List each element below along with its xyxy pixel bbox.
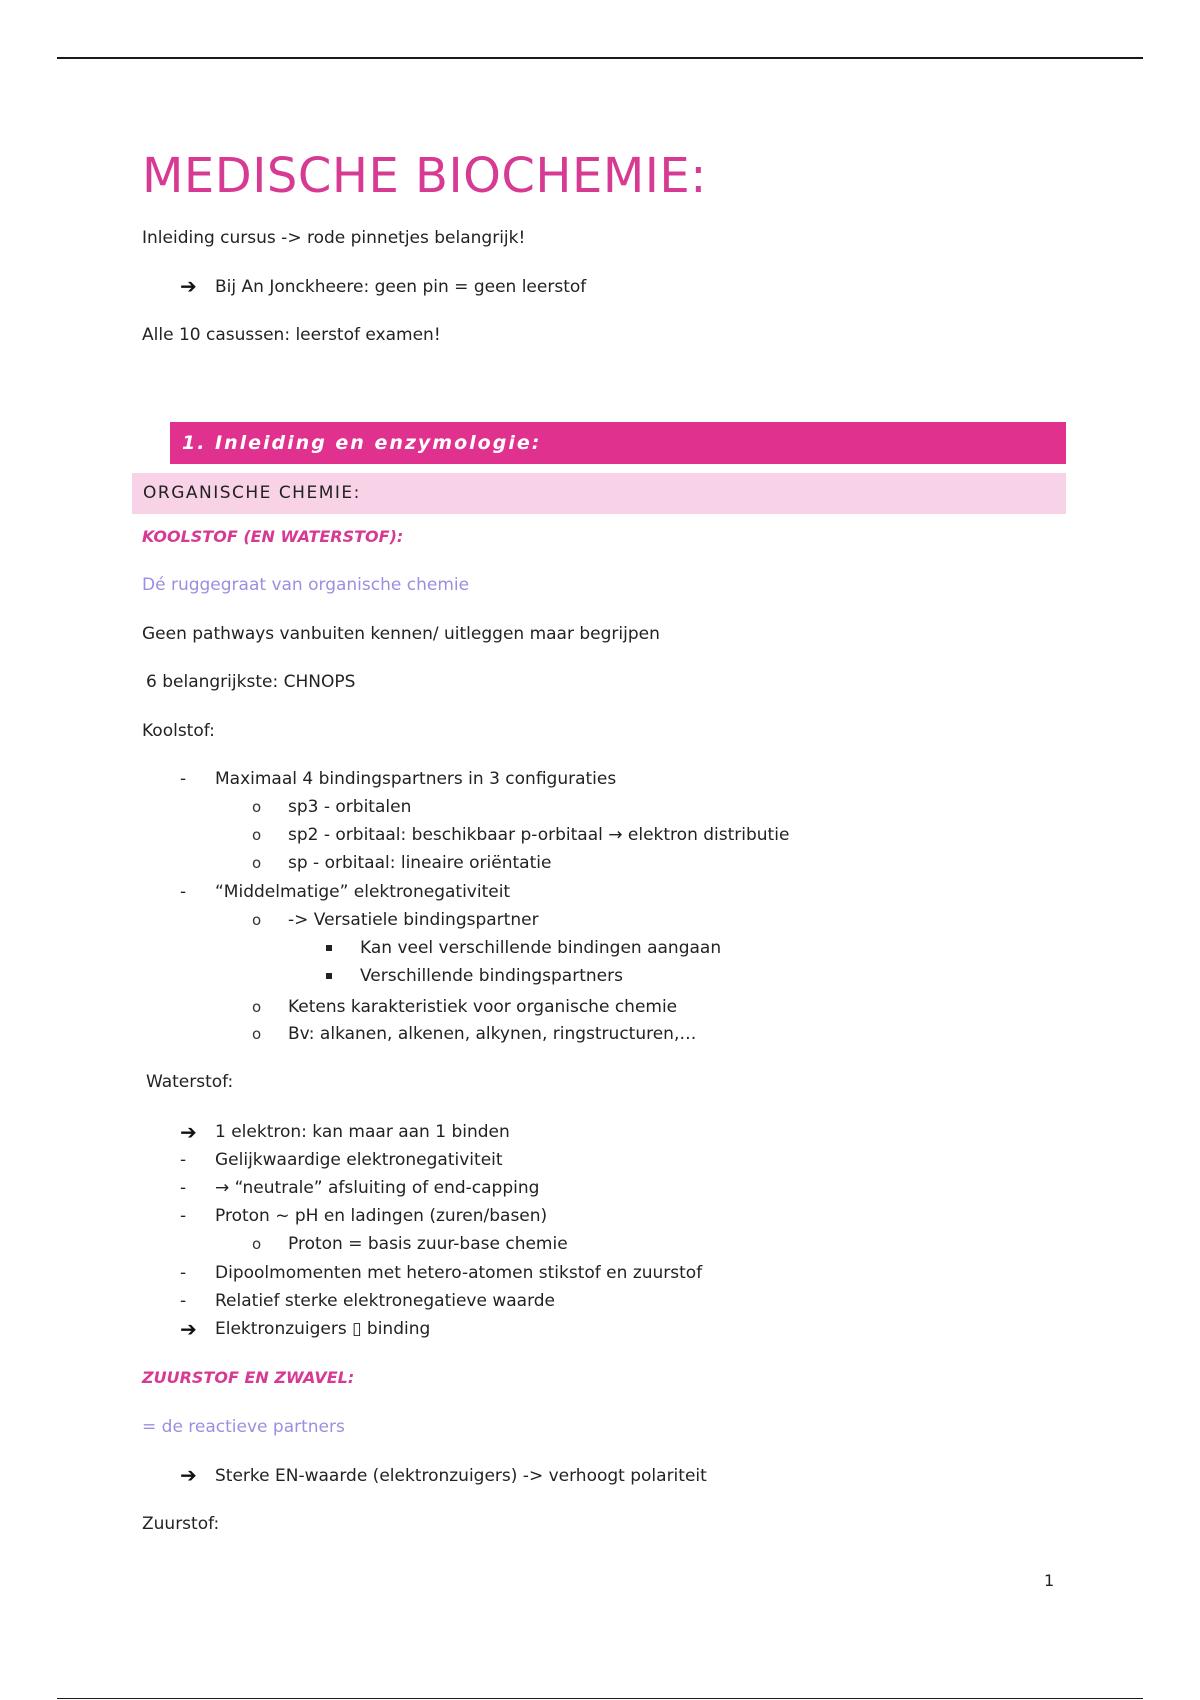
text-line: Geen pathways vanbuiten kennen/ uitleggen maar begrijpen <box>142 624 660 644</box>
list-item: Proton = basis zuur-base chemie <box>288 1234 568 1254</box>
circle-bullet-icon: o <box>252 854 262 872</box>
dash-bullet: - <box>180 882 187 902</box>
circle-bullet-icon: o <box>252 911 262 929</box>
list-item: Elektronzuigers ▯ binding <box>215 1319 431 1339</box>
circle-bullet-icon: o <box>252 798 262 816</box>
koolstof-heading: KOOLSTOF (EN WATERSTOF): <box>142 527 404 546</box>
list-item: Maximaal 4 bindingspartners in 3 configuraties <box>215 769 617 789</box>
page-title: MEDISCHE BIOCHEMIE: <box>142 148 707 204</box>
dash-bullet: - <box>180 1178 187 1198</box>
waterstof-heading: Waterstof: <box>146 1072 234 1092</box>
bottom-rule <box>57 1698 1143 1699</box>
list-item: sp - orbitaal: lineaire oriëntatie <box>288 853 552 873</box>
list-item: sp2 - orbitaal: beschikbaar p-orbitaal → elektron distributie <box>288 825 790 845</box>
arrow-bullet-icon: ➔ <box>180 1120 197 1144</box>
list-item: Gelijkwaardige elektronegativiteit <box>215 1150 503 1170</box>
circle-bullet-icon: o <box>252 826 262 844</box>
list-item: -> Versatiele bindingspartner <box>288 910 539 930</box>
dash-bullet: - <box>180 769 187 789</box>
list-item: “Middelmatige” elektronegativiteit <box>215 882 511 902</box>
dash-bullet: - <box>180 1150 187 1170</box>
text-line: 6 belangrijkste: CHNOPS <box>146 672 356 692</box>
section-heading-1: 1. Inleiding en enzymologie: <box>170 422 1066 464</box>
zuurstof-heading: ZUURSTOF EN ZWAVEL: <box>142 1368 355 1387</box>
list-item: Verschillende bindingspartners <box>360 966 623 986</box>
list-item: Relatief sterke elektronegatieve waarde <box>215 1291 556 1311</box>
subsection-heading: ORGANISCHE CHEMIE: <box>132 473 1066 514</box>
koolstof-subtitle: Dé ruggegraat van organische chemie <box>142 575 470 595</box>
intro-line: Bij An Jonckheere: geen pin = geen leerstof <box>215 277 587 297</box>
list-item: Ketens karakteristiek voor organische chemie <box>288 997 678 1017</box>
list-item: Sterke EN-waarde (elektronzuigers) -> verhoogt polariteit <box>215 1466 707 1486</box>
list-item: Kan veel verschillende bindingen aangaan <box>360 938 722 958</box>
circle-bullet-icon: o <box>252 998 262 1016</box>
dash-bullet: - <box>180 1206 187 1226</box>
arrow-bullet-icon: ➔ <box>180 1317 197 1341</box>
top-rule <box>57 57 1143 59</box>
page-number: 1 <box>1044 1571 1055 1590</box>
zuurstof-subtitle: = de reactieve partners <box>142 1417 345 1437</box>
square-bullet-icon <box>326 945 332 951</box>
text-line: Koolstof: <box>142 721 215 741</box>
arrow-bullet-icon: ➔ <box>180 274 197 298</box>
list-item: Dipoolmomenten met hetero-atomen stikstof en zuurstof <box>215 1263 703 1283</box>
dash-bullet: - <box>180 1263 187 1283</box>
dash-bullet: - <box>180 1291 187 1311</box>
square-bullet-icon <box>326 973 332 979</box>
list-item: 1 elektron: kan maar aan 1 binden <box>215 1122 510 1142</box>
circle-bullet-icon: o <box>252 1235 262 1253</box>
list-item: → “neutrale” afsluiting of end-capping <box>215 1178 540 1198</box>
arrow-bullet-icon: ➔ <box>180 1463 197 1487</box>
list-item: Proton ~ pH en ladingen (zuren/basen) <box>215 1206 548 1226</box>
zuurstof-label: Zuurstof: <box>142 1514 220 1534</box>
intro-line: Inleiding cursus -> rode pinnetjes belangrijk! <box>142 228 526 248</box>
circle-bullet-icon: o <box>252 1025 262 1043</box>
list-item: sp3 - orbitalen <box>288 797 412 817</box>
list-item: Bv: alkanen, alkenen, alkynen, ringstructuren,… <box>288 1024 697 1044</box>
intro-line: Alle 10 casussen: leerstof examen! <box>142 325 441 345</box>
